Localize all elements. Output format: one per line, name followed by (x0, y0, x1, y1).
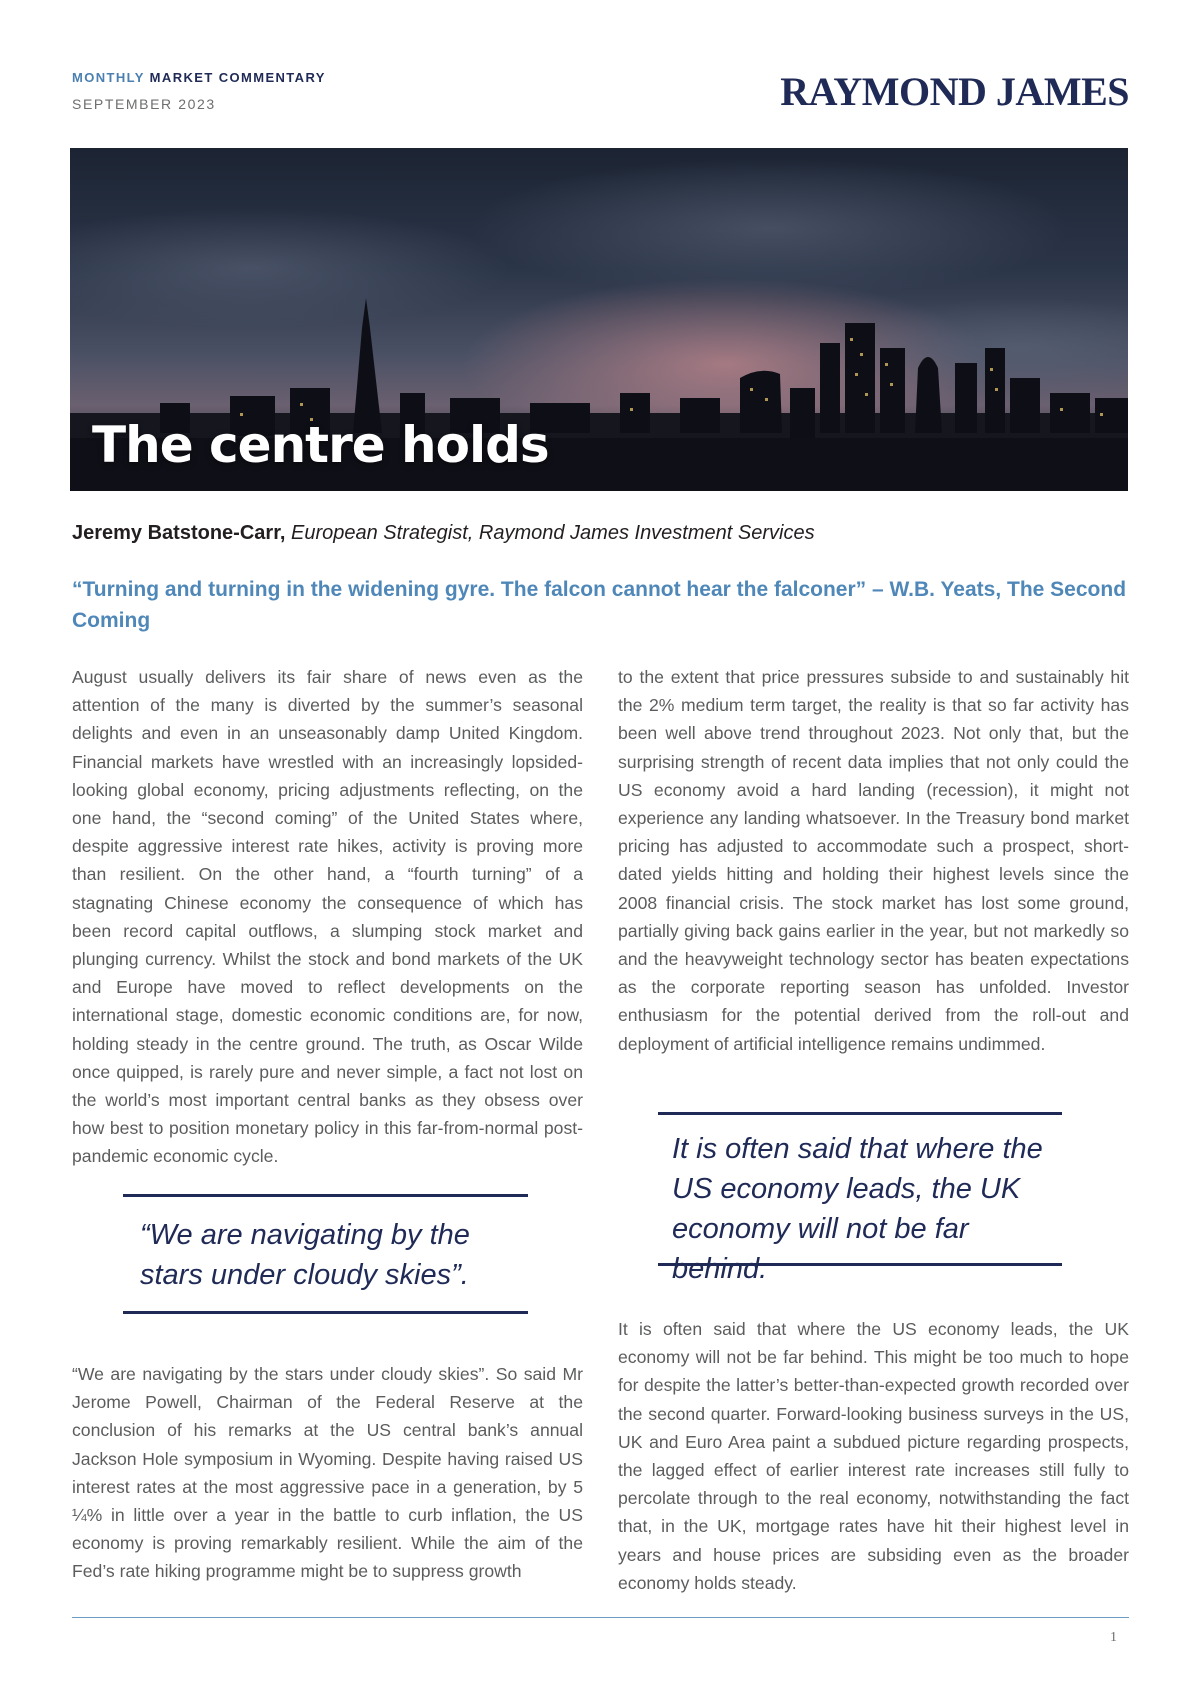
article-title: The centre holds (92, 416, 549, 474)
kicker-market-commentary: MARKET COMMENTARY (149, 70, 326, 85)
body-paragraph: “We are navigating by the stars under cloudy skies”. So said Mr Jerome Powell, Chairman of the Federal Reserve at the conclusion of his remarks at the US central bank’s annual Jackson Hole symposium in Wyoming. Despite having raised US interest rates at the most aggressive pace in a generation, by 5 ¼% in little over a year in the battle to curb inflation, the US economy is proving remarkably resilient. While the aim of the Fed’s rate hiking programme might be to suppress growth (72, 1364, 583, 1582)
body-paragraph: August usually delivers its fair share of news even as the attention of the many is diverted by the summer’s seasonal delights and even in an unseasonably damp United Kingdom. Financial markets have wrestled with an increasingly lopsided-looking global economy, pricing adjustments reflecting, on the one hand, the “second coming” of the United States where, despite aggressive interest rate hikes, activity is proving more than resilient. On the other hand, a “fourth turning” of a stagnating Chinese economy the consequence of which has been record capital outflows, a slumping stock market and plunging currency. Whilst the stock and bond markets of the UK and Europe have moved to reflect developments on the international stage, domestic economic conditions are, for now, holding steady in the centre ground. The truth, as Oscar Wilde once quipped, is rarely pure and never simple, a fact not lost on the world’s most important central banks as they obsess over how best to position monetary policy in this far-from-normal post-pandemic economic cycle. (72, 667, 583, 1167)
byline (72, 522, 815, 545)
body-paragraph: It is often said that where the US economy leads, the UK economy will not be far behind. This might be too much to hope for despite the latter’s better-than-expected growth recorded over the second quarter. Forward-looking business surveys in the US, UK and Euro Area paint a subdued picture regarding prospects, the lagged effect of earlier interest rate increases still fully to percolate through to the real economy, notwithstanding the fact that, in the UK, mortgage rates have hit their highest level in years and house prices are subsiding even as the broader economy holds steady. (618, 1319, 1129, 1593)
pull-quote-text: “We are navigating by the stars under cloudy skies”. (140, 1219, 470, 1291)
publication-date: SEPTEMBER 2023 (72, 96, 216, 112)
body-column-right-top (618, 663, 1129, 1058)
footer-divider (72, 1617, 1129, 1618)
body-paragraph: to the extent that price pressures subside to and sustainably hit the 2% medium term target, the reality is that so far activity has been well above trend throughout 2023. Not only that, but the surprising strength of recent data implies that not only could the US economy avoid a hard landing (recession), it might not experience any landing whatsoever. In the Treasury bond market pricing has adjusted to accommodate such a prospect, short-dated yields hitting and holding their highest levels since the 2008 financial crisis. The stock market has lost some ground, partially giving back gains earlier in the year, but not markedly so and the heavyweight technology sector has beaten expectations as the corporate reporting season has unfolded. Investor enthusiasm for the potential derived from the roll-out and deployment of artificial intelligence remains undimmed. (618, 667, 1129, 1054)
author-name: Jeremy Batstone-Carr, (72, 522, 286, 544)
epigraph-quote: “Turning and turning in the widening gyre. The falcon cannot hear the falconer” – W.B. Yeats, The Second Coming (72, 578, 1127, 632)
page-number: 1 (1110, 1630, 1117, 1645)
body-column-left-top (72, 663, 583, 1171)
author-role: European Strategist, Raymond James Investment Services (291, 522, 815, 544)
hero-image (70, 148, 1128, 491)
pull-quote-right (658, 1112, 1062, 1285)
pull-quote-left (123, 1194, 528, 1314)
body-column-right-bottom (618, 1315, 1129, 1597)
brand-logo: RAYMOND JAMES (780, 69, 1129, 114)
pull-quote-text: It is often said that where the US economy leads, the UK economy will not be far behind. (672, 1133, 1043, 1285)
body-column-left-bottom (72, 1360, 583, 1586)
publication-kicker (72, 70, 326, 85)
kicker-monthly: MONTHLY (72, 70, 145, 85)
